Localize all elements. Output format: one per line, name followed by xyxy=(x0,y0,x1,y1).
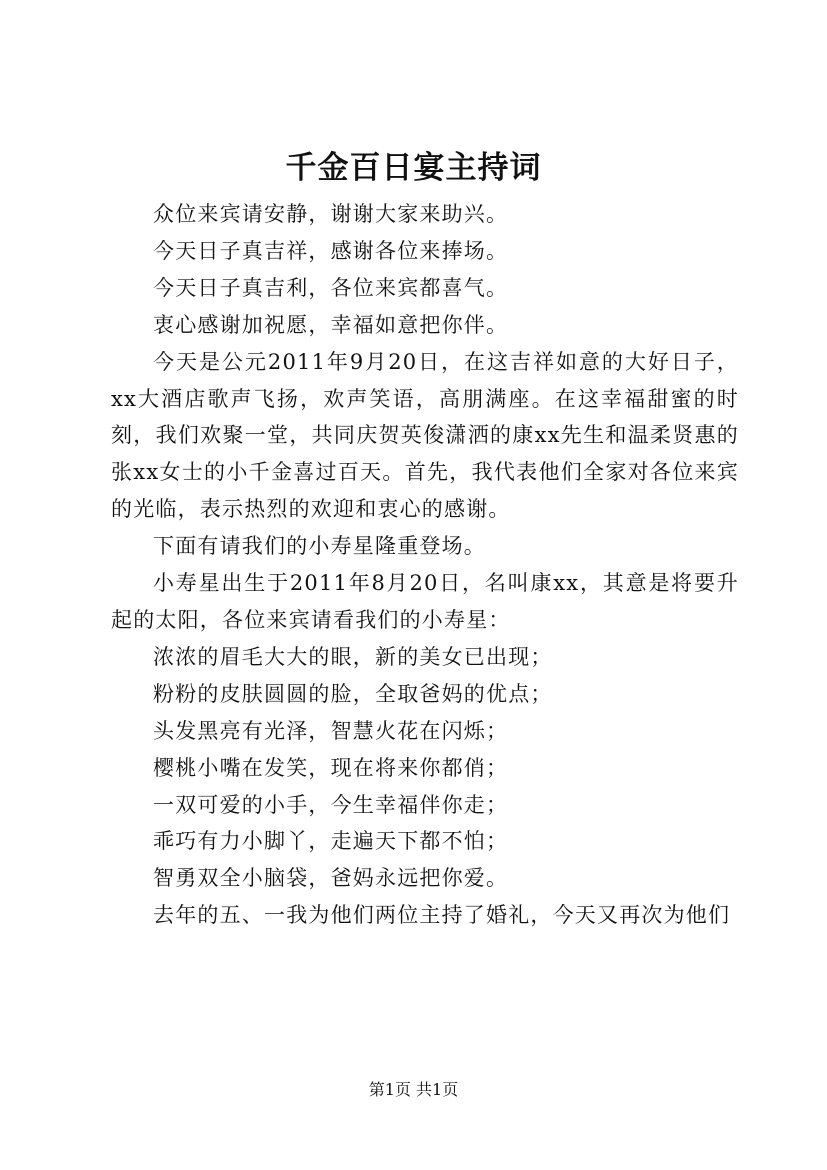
paragraph: 一双可爱的小手，今生幸福伴你走； xyxy=(153,792,509,817)
document-title: 千金百日宴主持词 xyxy=(285,150,542,186)
paragraph: 樱桃小嘴在发笑，现在将来你都俏； xyxy=(153,755,509,780)
paragraph: 下面有请我们的小寿星隆重登场。 xyxy=(153,534,486,559)
paragraph: 今天是公元2011年9月20日，在这吉祥如意的大好日子，xx大酒店歌声飞扬，欢声笑语，高朋满座。在这幸福甜蜜的时刻，我们欢聚一堂，共同庆贺英俊潇洒的康xx先生和温柔贤惠的张xx女士的小千金喜过百天。首先，我代表他们全家对各位来宾的光临，表示热烈的欢迎和衷心的感谢。 xyxy=(111,349,739,522)
paragraph: 智勇双全小脑袋，爸妈永远把你爱。 xyxy=(153,866,509,891)
paragraph: 乖巧有力小脚丫，走遍天下都不怕； xyxy=(153,829,509,854)
document-body xyxy=(111,196,739,934)
paragraph: 衷心感谢加祝愿，幸福如意把你伴。 xyxy=(153,312,509,337)
page-footer: 第1页 共1页 xyxy=(368,1080,459,1099)
paragraph: 今天日子真吉祥，感谢各位来捧场。 xyxy=(153,238,509,263)
paragraph: 小寿星出生于2011年8月20日，名叫康xx，其意是将要升起的太阳，各位来宾请看我们的小寿星： xyxy=(111,571,739,632)
paragraph: 去年的五、一我为他们两位主持了婚礼，今天又再次为他们 xyxy=(153,903,731,928)
paragraph: 今天日子真吉利，各位来宾都喜气。 xyxy=(153,275,509,300)
paragraph: 众位来宾请安静，谢谢大家来助兴。 xyxy=(153,202,509,226)
paragraph: 浓浓的眉毛大大的眼，新的美女已出现； xyxy=(153,644,553,669)
paragraph: 粉粉的皮肤圆圆的脸，全取爸妈的优点； xyxy=(153,681,553,706)
paragraph: 头发黑亮有光泽，智慧火花在闪烁； xyxy=(153,718,509,743)
